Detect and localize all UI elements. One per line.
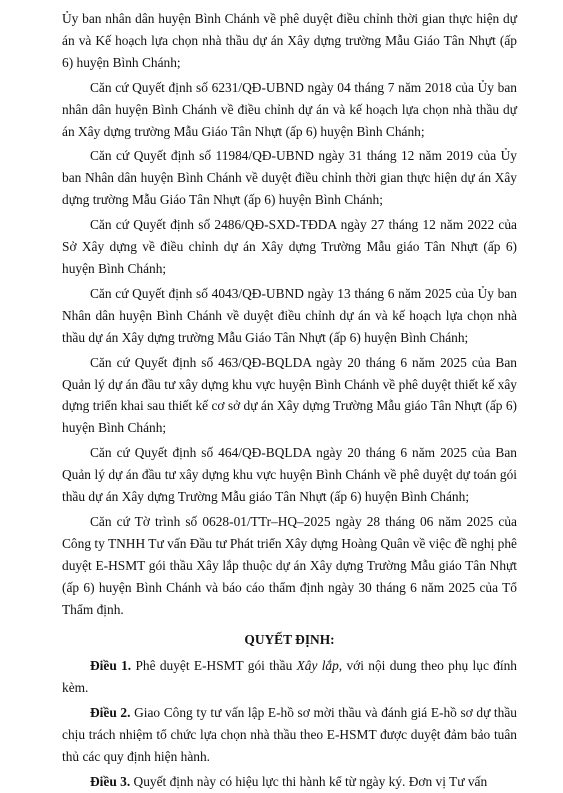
paragraph-preamble-continuation: Ủy ban nhân dân huyện Bình Chánh về phê duyệt điều chỉnh thời gian thực hiện dự án và Kế hoạch lựa chọn nhà thầu dự án Xây dựng trường Mẫu Giáo Tân Nhựt (ấp 6) huyện Bình Chánh;	[62, 11, 517, 70]
paragraph-basis-464: Căn cứ Quyết định số 464/QĐ-BQLDA ngày 20 tháng 6 năm 2025 của Ban Quản lý dự án đầu tư xây dựng khu vực huyện Bình Chánh về phê duyệt dự toán gói thầu dự án Xây dựng Trường Mẫu giáo Tân Nhựt (ấp 6) huyện Bình Chánh;	[62, 445, 517, 505]
paragraph-basis-6231: Căn cứ Quyết định số 6231/QĐ-UBND ngày 04 tháng 7 năm 2018 của Ủy ban nhân dân huyện Bình Chánh về điều chỉnh dự án và kế hoạch lựa chọn nhà thầu dự án Xây dựng trường Mẫu Giáo Tân Nhựt (ấp 6) huyện Bình Chánh;	[62, 79, 517, 139]
decision-heading: QUYẾT ĐỊNH:	[244, 632, 335, 648]
article-3	[62, 771, 517, 793]
article-1-label: Điều 1.	[90, 658, 132, 674]
paragraph-basis-4043: Căn cứ Quyết định số 4043/QĐ-UBND ngày 13 tháng 6 năm 2025 của Ủy ban Nhân dân huyện Bình Chánh về duyệt điều chỉnh dự án và kế hoạch lựa chọn nhà thầu dự án Xây dựng trường Mẫu Giáo Tân Nhựt (ấp 6) huyện Bình Chánh;	[62, 285, 517, 345]
article-1-text-before: Phê duyệt E-HSMT gói thầu	[131, 658, 297, 674]
paragraph-basis-463: Căn cứ Quyết định số 463/QĐ-BQLDA ngày 20 tháng 6 năm 2025 của Ban Quản lý dự án đầu tư xây dựng khu vực huyện Bình Chánh về phê duyệt thiết kế xây dựng triển khai sau thiết kế cơ sở dự án Xây dựng Trường Mẫu giáo Tân Nhựt (ấp 6) huyện Bình Chánh;	[62, 354, 517, 436]
article-1	[62, 655, 517, 699]
paragraph-basis-2486: Căn cứ Quyết định số 2486/QĐ-SXD-TĐDA ngày 27 tháng 12 năm 2022 của Sở Xây dựng về điều chỉnh dự án Xây dựng Trường Mẫu giáo Tân Nhựt (ấp 6) huyện Bình Chánh;	[62, 217, 517, 276]
article-2-label: Điều 2.	[90, 705, 131, 721]
paragraph-basis-submission: Căn cứ Tờ trình số 0628-01/TTr–HQ–2025 ngày 28 tháng 06 năm 2025 của Công ty TNHH Tư vấn Đầu tư Phát triển Xây dựng Hoàng Quân về việc đề nghị phê duyệt E-HSMT gói thầu Xây lắp thuộc dự án Xây dựng Trường Mẫu giáo Tân Nhựt (ấp 6) huyện Bình Chánh và báo cáo thẩm định ngày 30 tháng 6 năm 2025 của Tổ Thẩm định.	[62, 513, 517, 617]
article-1-italic: Xây lắp,	[296, 658, 343, 674]
article-1-text-after: với nội dung theo phụ lục đính kèm.	[62, 658, 518, 696]
paragraph-basis-11984: Căn cứ Quyết định số 11984/QĐ-UBND ngày 31 tháng 12 năm 2019 của Ủy ban Nhân dân huyện Bình Chánh về duyệt điều chỉnh thời gian thực hiện dự án Xây dựng trường Mẫu Giáo Tân Nhựt (ấp 6) huyện Bình Chánh;	[62, 148, 517, 208]
article-3-label: Điều 3.	[90, 773, 131, 789]
article-3-text: Quyết định này có hiệu lực thi hành kể từ ngày ký. Đơn vị Tư vấn	[130, 773, 488, 789]
article-2	[62, 702, 517, 768]
article-2-text: Giao Công ty tư vấn lập E-hồ sơ mời thầu và đánh giá E-hồ sơ dự thầu chịu trách nhiệm tổ chức lựa chọn nhà thầu theo E-HSMT được duyệt đảm bảo tuân thủ các quy định hiện hành.	[62, 705, 517, 764]
